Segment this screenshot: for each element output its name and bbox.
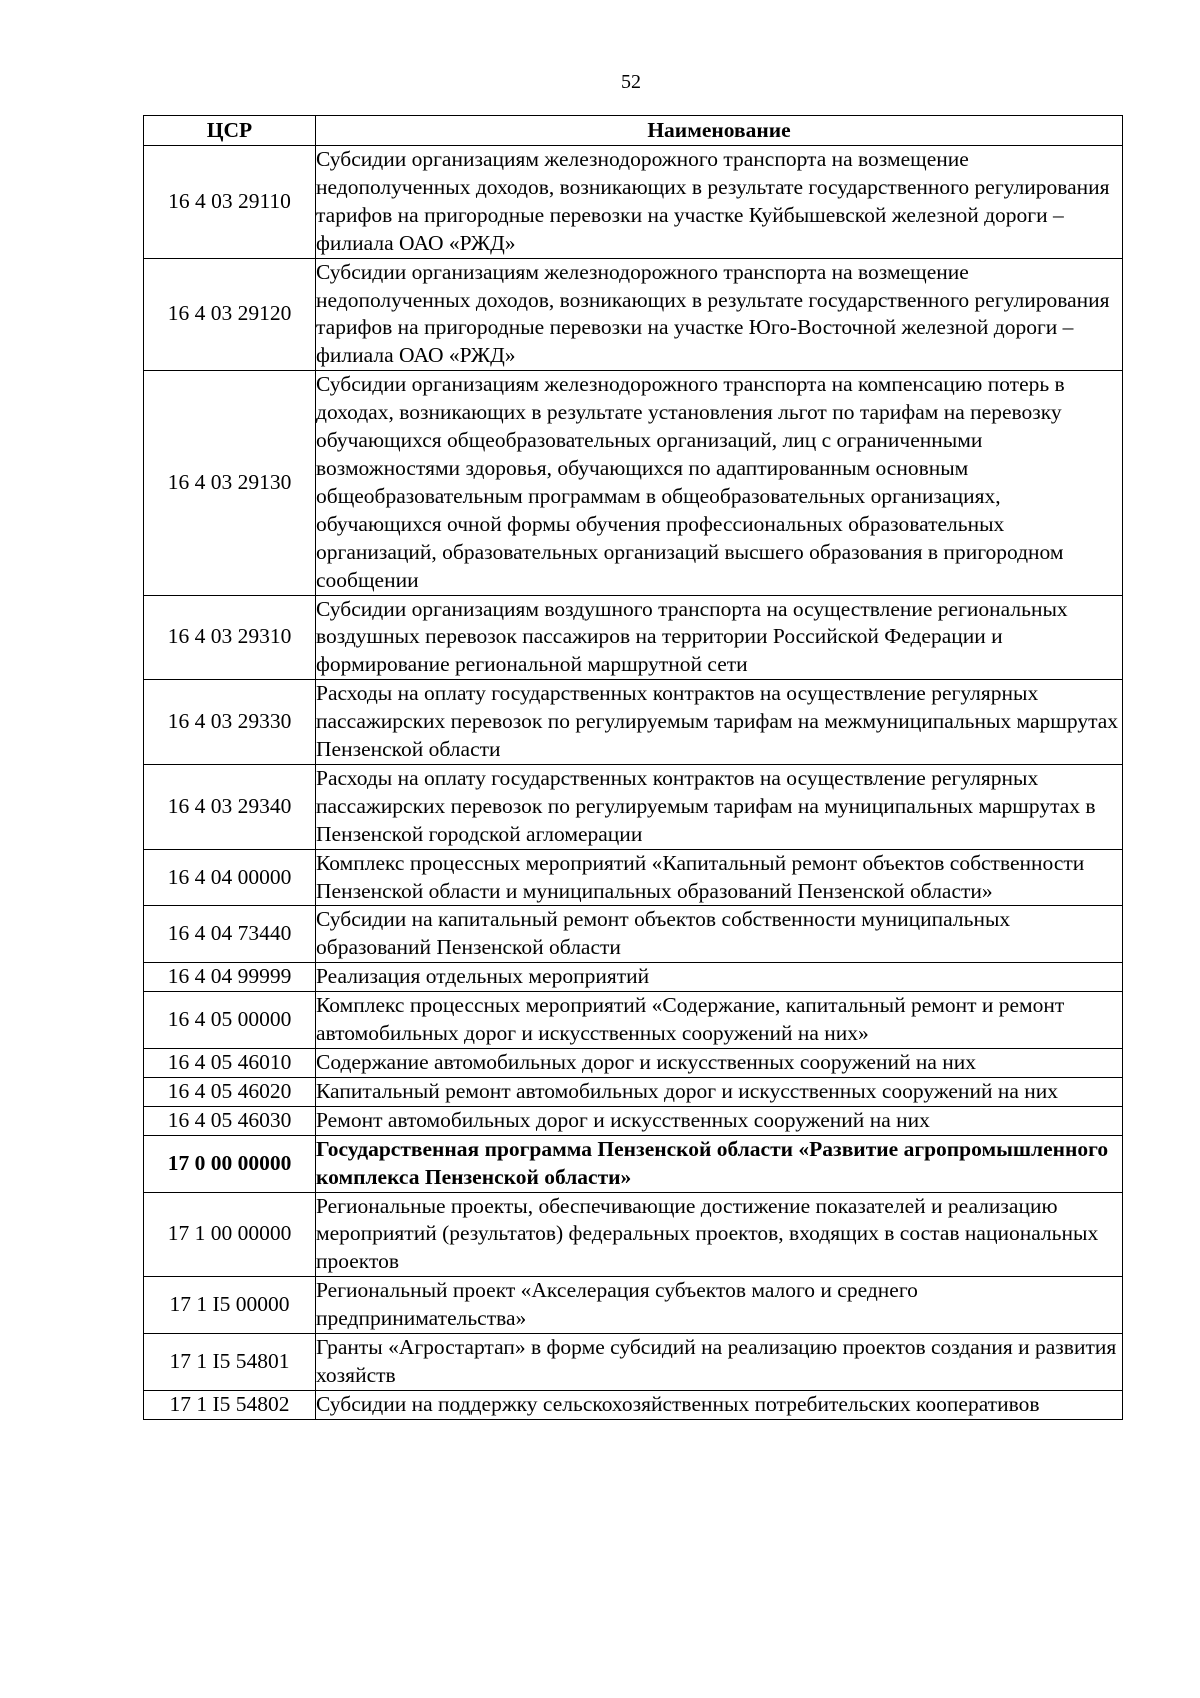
name-cell: Субсидии на поддержку сельскохозяйственных потребительских кооперативов (316, 1390, 1123, 1419)
code-cell: 16 4 03 29310 (144, 595, 316, 680)
table-row (144, 146, 1123, 259)
table-row (144, 992, 1123, 1049)
code-cell: 16 4 03 29340 (144, 764, 316, 849)
name-cell: Субсидии организациям железнодорожного транспорта на возмещение недополученных доходов, возникающих в результате государственного регулирования тарифов на пригородные перевозки на участке Куйбышевской железной дороги – филиала ОАО «РЖД» (316, 146, 1123, 259)
code-cell: 17 1 00 00000 (144, 1192, 316, 1277)
name-cell: Расходы на оплату государственных контрактов на осуществление регулярных пассажирских перевозок по регулируемым тарифам на муниципальных маршрутах в Пензенской городской агломерации (316, 764, 1123, 849)
table-row (144, 849, 1123, 906)
name-cell: Реализация отдельных мероприятий (316, 963, 1123, 992)
table-row (144, 680, 1123, 765)
table-row (144, 1334, 1123, 1391)
code-cell: 16 4 05 46010 (144, 1049, 316, 1078)
table-row (144, 963, 1123, 992)
table-row (144, 371, 1123, 595)
table-body (144, 146, 1123, 1420)
code-cell: 16 4 05 00000 (144, 992, 316, 1049)
table-row (144, 1049, 1123, 1078)
name-cell: Региональный проект «Акселерация субъектов малого и среднего предпринимательства» (316, 1277, 1123, 1334)
name-cell: Содержание автомобильных дорог и искусственных сооружений на них (316, 1049, 1123, 1078)
table-row (144, 1106, 1123, 1135)
table-row (144, 1135, 1123, 1192)
code-cell: 16 4 03 29110 (144, 146, 316, 259)
table-row (144, 1277, 1123, 1334)
code-cell: 17 1 I5 54802 (144, 1390, 316, 1419)
name-cell: Субсидии организациям железнодорожного транспорта на компенсацию потерь в доходах, возникающих в результате установления льгот по тарифам на перевозку обучающихся общеобразовательных организаций, лиц с ограниченными возможностями здоровья, обучающихся по адаптированным основным общеобразовательным программам в общеобразовательных организациях, обучающихся очной формы обучения профессиональных образовательных организаций, образовательных организаций высшего образования в пригородном сообщении (316, 371, 1123, 595)
name-cell: Субсидии организациям воздушного транспорта на осуществление региональных воздушных перевозок пассажиров на территории Российской Федерации и формирование региональной маршрутной сети (316, 595, 1123, 680)
name-cell: Субсидии на капитальный ремонт объектов собственности муниципальных образований Пензенской области (316, 906, 1123, 963)
code-cell: 16 4 05 46030 (144, 1106, 316, 1135)
column-header-code: ЦСР (144, 116, 316, 146)
code-cell: 16 4 03 29120 (144, 258, 316, 371)
code-cell: 16 4 04 00000 (144, 849, 316, 906)
table-header-row (144, 116, 1123, 146)
code-cell: 16 4 05 46020 (144, 1077, 316, 1106)
code-cell: 17 1 I5 54801 (144, 1334, 316, 1391)
code-cell: 17 0 00 00000 (144, 1135, 316, 1192)
name-cell: Комплекс процессных мероприятий «Капитальный ремонт объектов собственности Пензенской области и муниципальных образований Пензенской области» (316, 849, 1123, 906)
table-row (144, 595, 1123, 680)
name-cell: Региональные проекты, обеспечивающие достижение показателей и реализацию мероприятий (результатов) федеральных проектов, входящих в состав национальных проектов (316, 1192, 1123, 1277)
code-cell: 16 4 04 99999 (144, 963, 316, 992)
code-cell: 16 4 04 73440 (144, 906, 316, 963)
name-cell: Комплекс процессных мероприятий «Содержание, капитальный ремонт и ремонт автомобильных дорог и искусственных сооружений на них» (316, 992, 1123, 1049)
name-cell: Гранты «Агростартап» в форме субсидий на реализацию проектов создания и развития хозяйств (316, 1334, 1123, 1391)
page-number: 52 (621, 71, 641, 93)
budget-classification-table (143, 115, 1123, 1420)
table-row (144, 1192, 1123, 1277)
table-row (144, 1390, 1123, 1419)
name-cell: Ремонт автомобильных дорог и искусственных сооружений на них (316, 1106, 1123, 1135)
table-row (144, 764, 1123, 849)
table-row (144, 906, 1123, 963)
code-cell: 16 4 03 29130 (144, 371, 316, 595)
name-cell: Субсидии организациям железнодорожного транспорта на возмещение недополученных доходов, возникающих в результате государственного регулирования тарифов на пригородные перевозки на участке Юго-Восточной железной дороги – филиала ОАО «РЖД» (316, 258, 1123, 371)
code-cell: 17 1 I5 00000 (144, 1277, 316, 1334)
name-cell: Государственная программа Пензенской области «Развитие агропромышленного комплекса Пензенской области» (316, 1135, 1123, 1192)
column-header-name: Наименование (316, 116, 1123, 146)
table-row (144, 1077, 1123, 1106)
name-cell: Расходы на оплату государственных контрактов на осуществление регулярных пассажирских перевозок по регулируемым тарифам на межмуниципальных маршрутах Пензенской области (316, 680, 1123, 765)
table-row (144, 258, 1123, 371)
code-cell: 16 4 03 29330 (144, 680, 316, 765)
name-cell: Капитальный ремонт автомобильных дорог и искусственных сооружений на них (316, 1077, 1123, 1106)
